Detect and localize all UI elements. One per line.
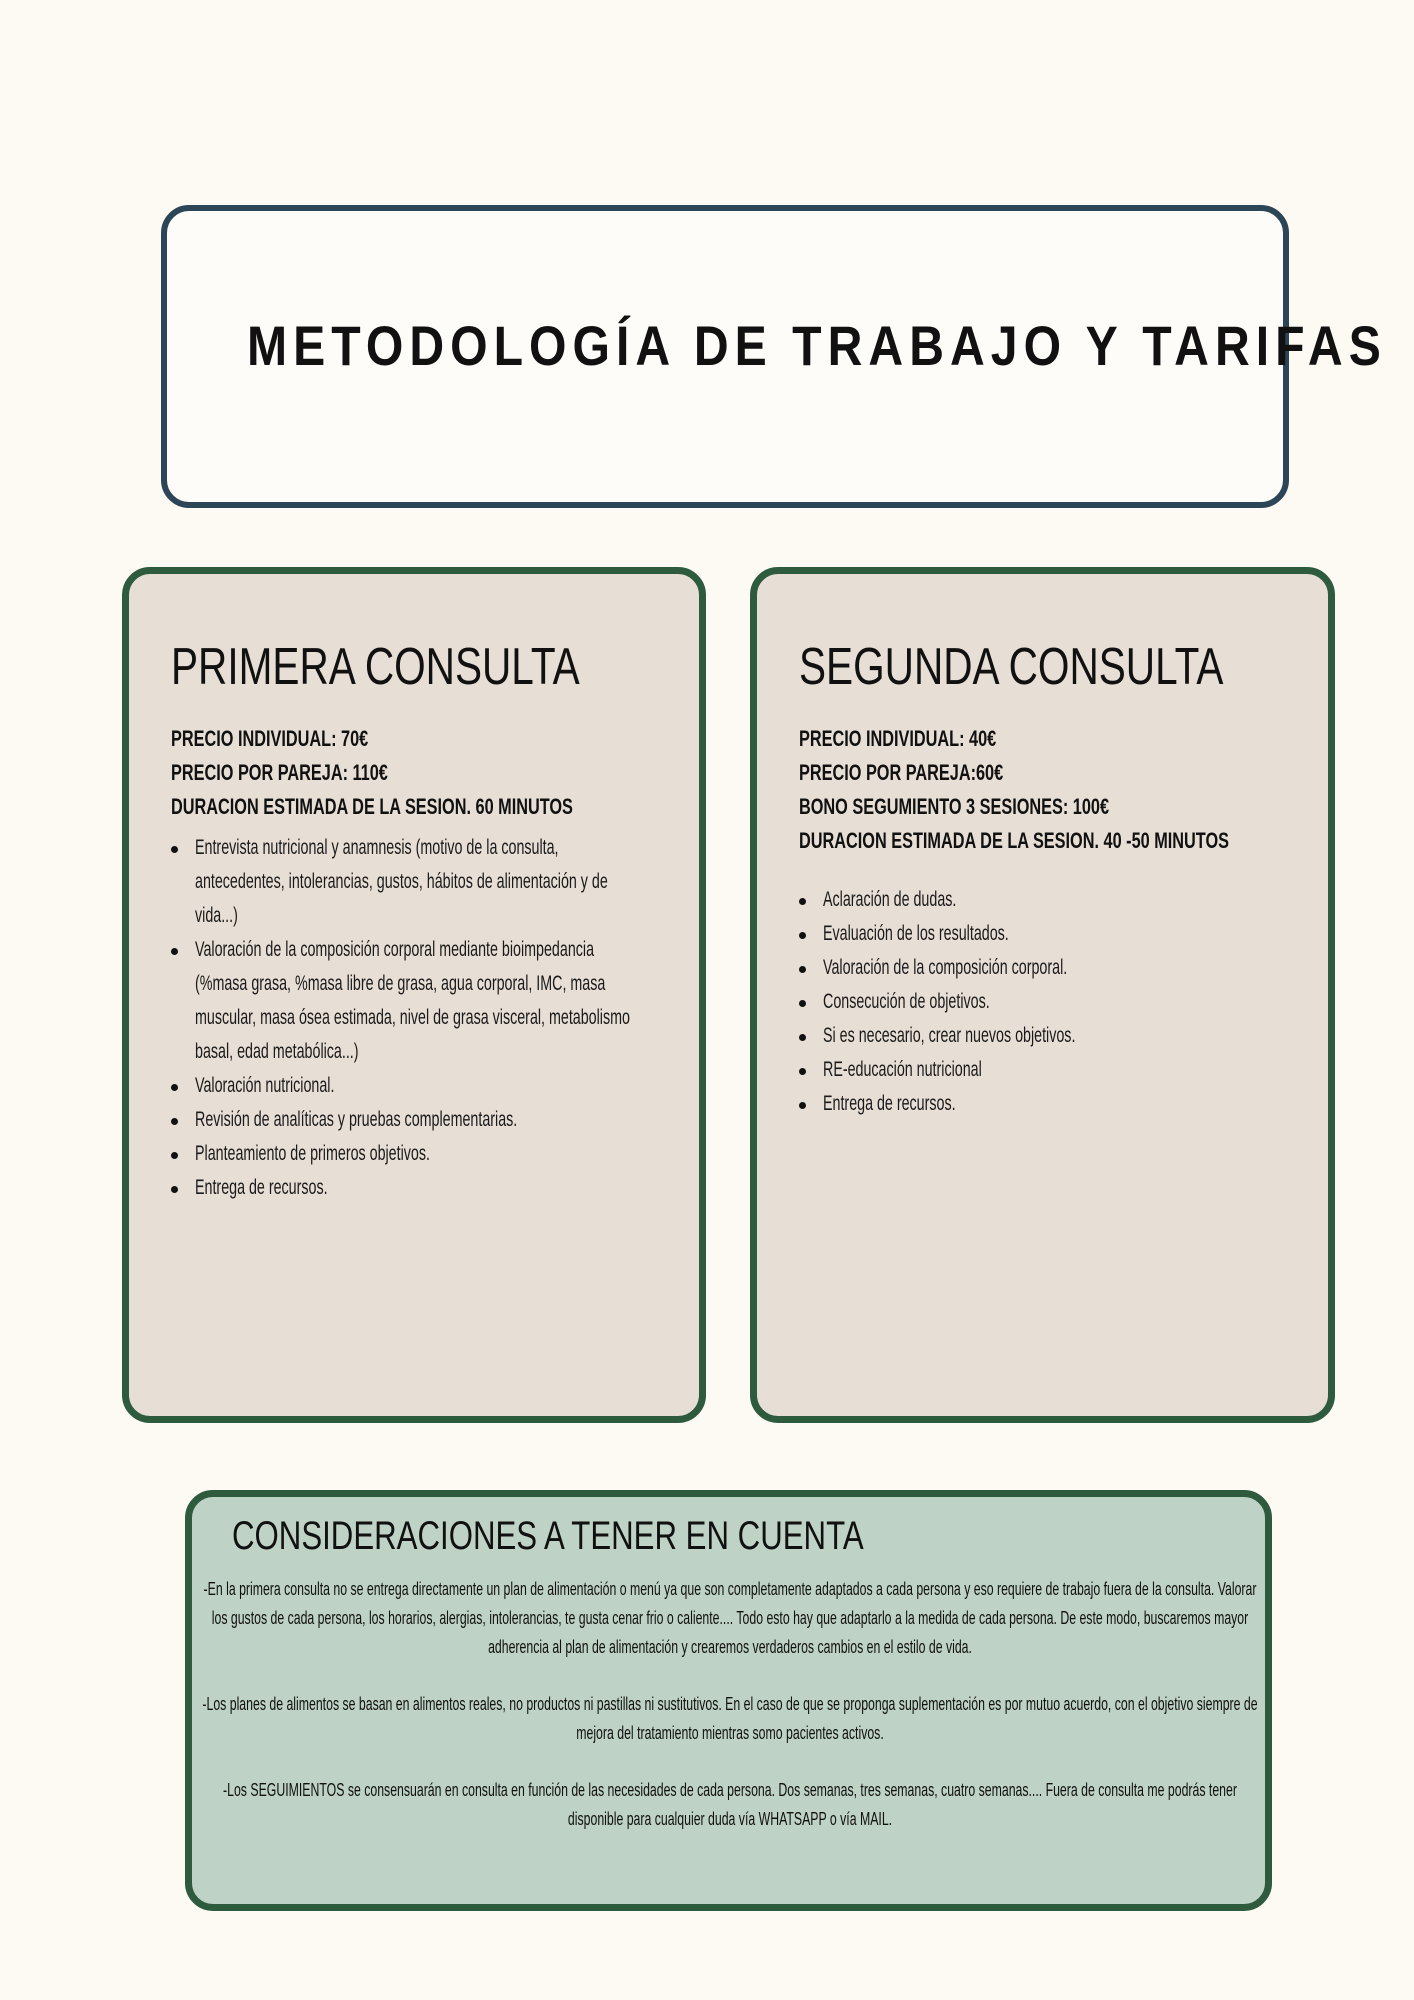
list-item: Entrega de recursos. [171,1171,699,1205]
price-line: PRECIO POR PAREJA:60€ [799,760,1004,785]
list-item: Evaluación de los resultados. [799,917,1328,951]
title-box [161,205,1387,508]
page-title: METODOLOGÍA DE TRABAJO Y TARIFAS [247,314,1387,377]
consideration-paragraph: -Los planes de alimentos se basan en alimentos reales, no productos ni pastillas ni sustitutivos. En el caso de que se proponga suplementación es por mutuo acuerdo, con el objetivo siempre de mejora del tratamiento mientras somo pacientes activos. [202,1694,1258,1743]
considerations-text [197,1575,1263,1862]
first-consultation-prices [171,722,714,824]
list-item: Aclaración de dudas. [799,883,1328,917]
considerations-heading: CONSIDERACIONES A TENER EN CUENTA [232,1514,864,1558]
first-consultation-heading: PRIMERA CONSULTA [171,638,580,696]
consideration-paragraph: -En la primera consulta no se entrega directamente un plan de alimentación o menú ya que son completamente adaptados a cada persona y eso requiere de trabajo fuera de la consulta. Valorar los gustos de cada persona, los horarios, alergias, intolerancias, te gusta cenar frio o caliente.... Todo esto hay que adaptarlo a la medida de cada persona. De este modo, buscaremos mayor adherencia al plan de alimentación y crearemos verdaderos cambios en el estilo de vida. [203,1579,1257,1657]
second-consultation-heading: SEGUNDA CONSULTA [799,638,1224,696]
list-item: Valoración de la composición corporal. [799,951,1328,985]
consideration-paragraph: -Los SEGUIMIENTOS se consensuarán en consulta en función de las necesidades de cada persona. Dos semanas, tres semanas, cuatro semanas.... Fuera de consulta me podrás tener disponible para cualquier duda vía WHATSAPP o vía MAIL. [223,1780,1237,1829]
list-item: Entrega de recursos. [799,1087,1328,1121]
first-consultation-list [171,831,699,1205]
first-consultation-card [122,567,706,1423]
list-item: Valoración nutricional. [171,1069,699,1103]
duration-line: DURACION ESTIMADA DE LA SESION. 40 -50 MINUTOS [799,828,1229,853]
list-item: RE-educación nutricional [799,1053,1328,1087]
second-consultation-prices [799,722,1380,858]
second-consultation-card [750,567,1335,1423]
list-item: Consecución de objetivos. [799,985,1328,1019]
list-item: Planteamiento de primeros objetivos. [171,1137,699,1171]
second-consultation-list [799,883,1328,1121]
list-item: Valoración de la composición corporal mediante bioimpedancia (%masa grasa, %masa libre de grasa, agua corporal, IMC, masa muscular, masa ósea estimada, nivel de grasa visceral, metabolismo basal, edad metabólica...) [171,933,699,1069]
list-item: Revisión de analíticas y pruebas complementarias. [171,1103,699,1137]
duration-line: DURACION ESTIMADA DE LA SESION. 60 MINUTOS [171,794,573,819]
list-item: Si es necesario, crear nuevos objetivos. [799,1019,1328,1053]
price-line: PRECIO POR PAREJA: 110€ [171,760,388,785]
price-line: PRECIO INDIVIDUAL: 70€ [171,726,369,751]
list-item: Entrevista nutricional y anamnesis (motivo de la consulta, antecedentes, intolerancias, gustos, hábitos de alimentación y de vida...) [171,831,699,933]
price-line: BONO SEGUMIENTO 3 SESIONES: 100€ [799,794,1110,819]
considerations-box [185,1490,1272,1911]
price-line: PRECIO INDIVIDUAL: 40€ [799,726,997,751]
